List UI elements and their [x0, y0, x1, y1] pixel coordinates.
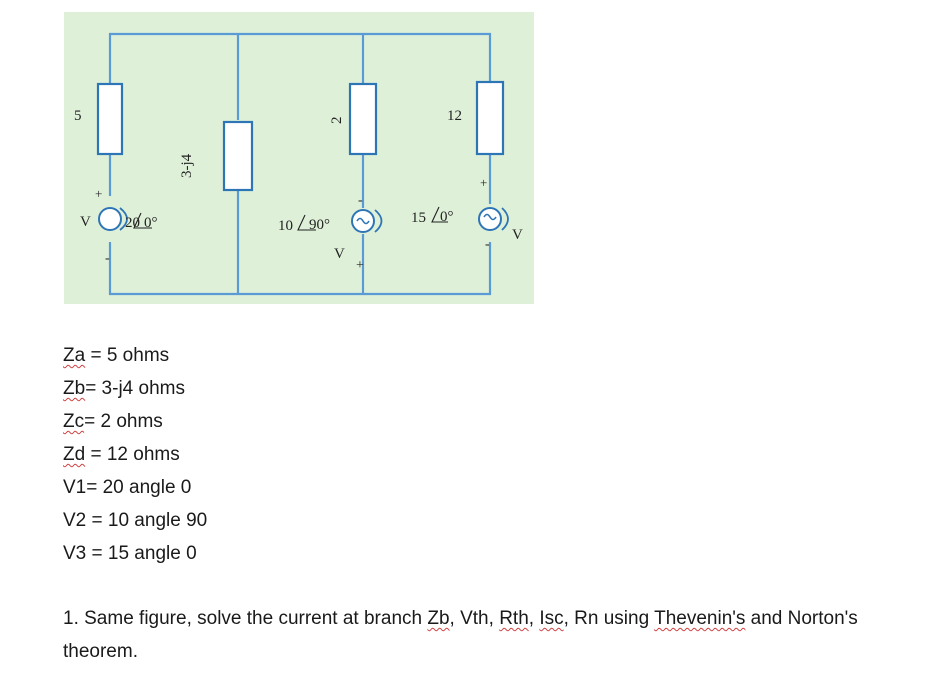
given-var: Zd	[63, 444, 86, 465]
v2-angle: 90°	[309, 217, 330, 233]
question-rth: Rth	[499, 608, 529, 629]
v3-minus: -	[485, 237, 490, 252]
source-v3-icon	[479, 208, 501, 230]
given-values	[63, 339, 207, 570]
v1-name: V	[80, 214, 91, 230]
label-za: 5	[74, 108, 82, 124]
v3-name: V	[512, 227, 523, 243]
given-text: = 5 ohms	[85, 345, 170, 366]
v1-angle: 0°	[144, 215, 158, 231]
given-text: = 12 ohms	[85, 444, 180, 465]
given-text: V3 = 15 angle 0	[63, 543, 197, 564]
source-v1-icon	[99, 208, 121, 230]
given-var: Za	[63, 345, 86, 366]
v2-value: 10	[278, 218, 293, 234]
question-mid2: ,	[528, 608, 540, 629]
question-mid3: , Rn using	[563, 608, 655, 629]
question-mid1: , Vth,	[449, 608, 500, 629]
circuit-diagram	[64, 12, 534, 304]
given-za	[63, 339, 207, 372]
question-text	[63, 602, 923, 668]
v3-angle: 0°	[440, 209, 454, 225]
given-v1	[63, 471, 207, 504]
v1-value: 20	[125, 215, 140, 231]
label-zd: 12	[447, 108, 462, 124]
given-text: V1= 20 angle 0	[63, 477, 192, 498]
label-zb: 3-j4	[179, 153, 195, 178]
v2-name: V	[334, 246, 345, 262]
given-zc	[63, 405, 207, 438]
given-zb	[63, 372, 207, 405]
question-prefix: 1. Same figure, solve the current at branch	[63, 608, 428, 629]
label-zc: 2	[329, 116, 345, 124]
resistor-zb	[224, 122, 252, 190]
resistor-zd	[477, 82, 503, 154]
given-text: = 3-j4 ohms	[85, 378, 185, 399]
v2-minus: -	[358, 193, 363, 208]
question-isc: Isc	[539, 608, 564, 629]
given-v2	[63, 504, 207, 537]
v1-minus: -	[105, 251, 110, 266]
diagram-background	[64, 12, 534, 304]
question-suffix: and Norton's theorem.	[63, 608, 858, 662]
given-text: V2 = 10 angle 90	[63, 510, 208, 531]
given-text: = 2 ohms	[84, 411, 163, 432]
question-thevenin: Thevenin's	[654, 608, 746, 629]
given-zd	[63, 438, 207, 471]
v3-value: 15	[411, 210, 426, 226]
given-var: Zc	[63, 411, 85, 432]
given-v3	[63, 537, 207, 570]
v2-plus: +	[356, 258, 364, 273]
resistor-za	[98, 84, 122, 154]
v1-plus: +	[95, 186, 103, 201]
given-var: Zb	[63, 378, 86, 399]
resistor-zc	[350, 84, 376, 154]
v3-plus: +	[480, 175, 488, 190]
question-zb: Zb	[427, 608, 450, 629]
